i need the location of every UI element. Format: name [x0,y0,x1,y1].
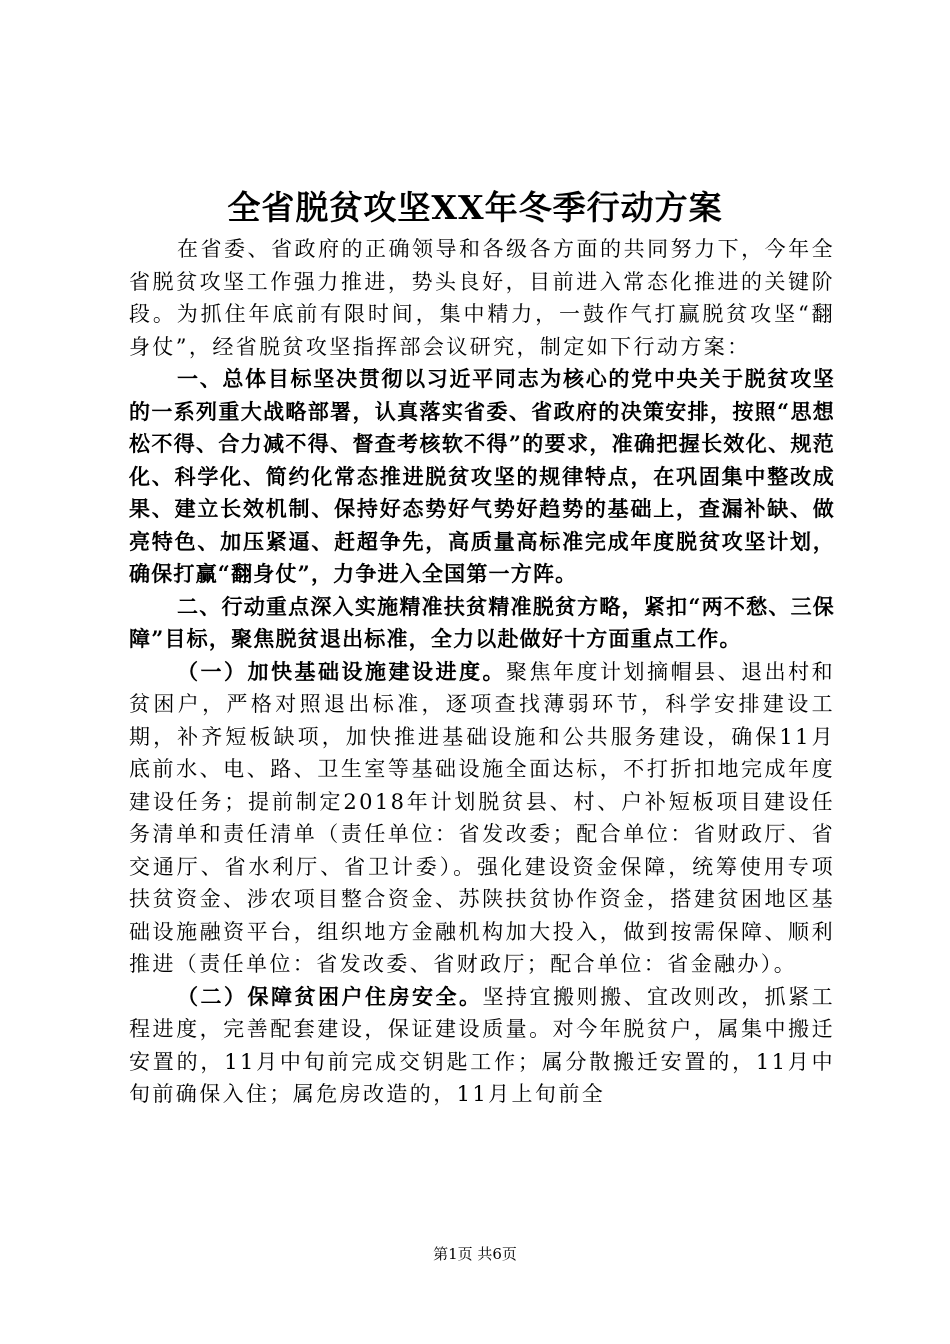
item-body: 聚焦年度计划摘帽县、退出村和贫困户，严格对照退出标准，逐项查找薄弱环节，科学安排建设工期，补齐短板缺项，加快推进基础设施和公共服务建设，确保11月底前水、电、路、卫生室等基础设施全面达标，不打折扣地完成年度建设任务；提前制定2018年计划脱贫县、村、户补短板项目建设任务清单和责任清单（责任单位：省发改委；配合单位：省财政厅、省交通厅、省水利厅、省卫计委）。强化建设资金保障，统筹使用专项扶贫资金、涉农项目整合资金、苏陕扶贫协作资金，搭建贫困地区基础设施融资平台，组织地方金融机构加大投入，做到按需保障、顺利推进（责任单位：省发改委、省财政厅；配合单位：省金融办）。 [129,659,835,976]
item-infrastructure [129,656,835,981]
document-body [129,233,835,1111]
document-title: 全省脱贫攻坚XX年冬季行动方案 [227,188,723,227]
item-heading: （一）加快基础设施建设进度。 [177,658,507,684]
item-body: 坚持宜搬则搬、宜改则改，抓紧工程进度，完善配套建设，保证建设质量。对今年脱贫户，属集中搬迁安置的，11月中旬前完成交钥匙工作；属分散搬迁安置的，11月中旬前确保入住；属危房改造的，11月上旬前全 [129,984,835,1106]
section-overall-goal: 一、总体目标坚决贯彻以习近平同志为核心的党中央关于脱贫攻坚的一系列重大战略部署，认真落实省委、省政府的决策安排，按照“思想松不得、合力减不得、督查考核软不得”的要求，准确把握长效化、规范化、科学化、简约化常态推进脱贫攻坚的规律特点，在巩固集中整改成果、建立长效机制、保持好态势好气势好趋势的基础上，查漏补缺、做亮特色、加压紧逼、赶超争先，高质量高标准完成年度脱贫攻坚计划，确保打赢“翻身仗”，力争进入全国第一方阵。 [129,366,835,586]
item-housing [129,981,835,1111]
item-heading: （二）保障贫困户住房安全。 [177,983,483,1009]
section-action-focus: 二、行动重点深入实施精准扶贫精准脱贫方略，紧扣“两不愁、三保障”目标，聚焦脱贫退出标准，全力以赴做好十方面重点工作。 [129,593,835,651]
page-number: 第1页 共6页 [433,1245,517,1263]
intro-paragraph: 在省委、省政府的正确领导和各级各方面的共同努力下，今年全省脱贫攻坚工作强力推进，势头良好，目前进入常态化推进的关键阶段。为抓住年底前有限时间，集中精力，一鼓作气打赢脱贫攻坚“翻身仗”，经省脱贫攻坚指挥部会议研究，制定如下行动方案： [129,237,835,359]
